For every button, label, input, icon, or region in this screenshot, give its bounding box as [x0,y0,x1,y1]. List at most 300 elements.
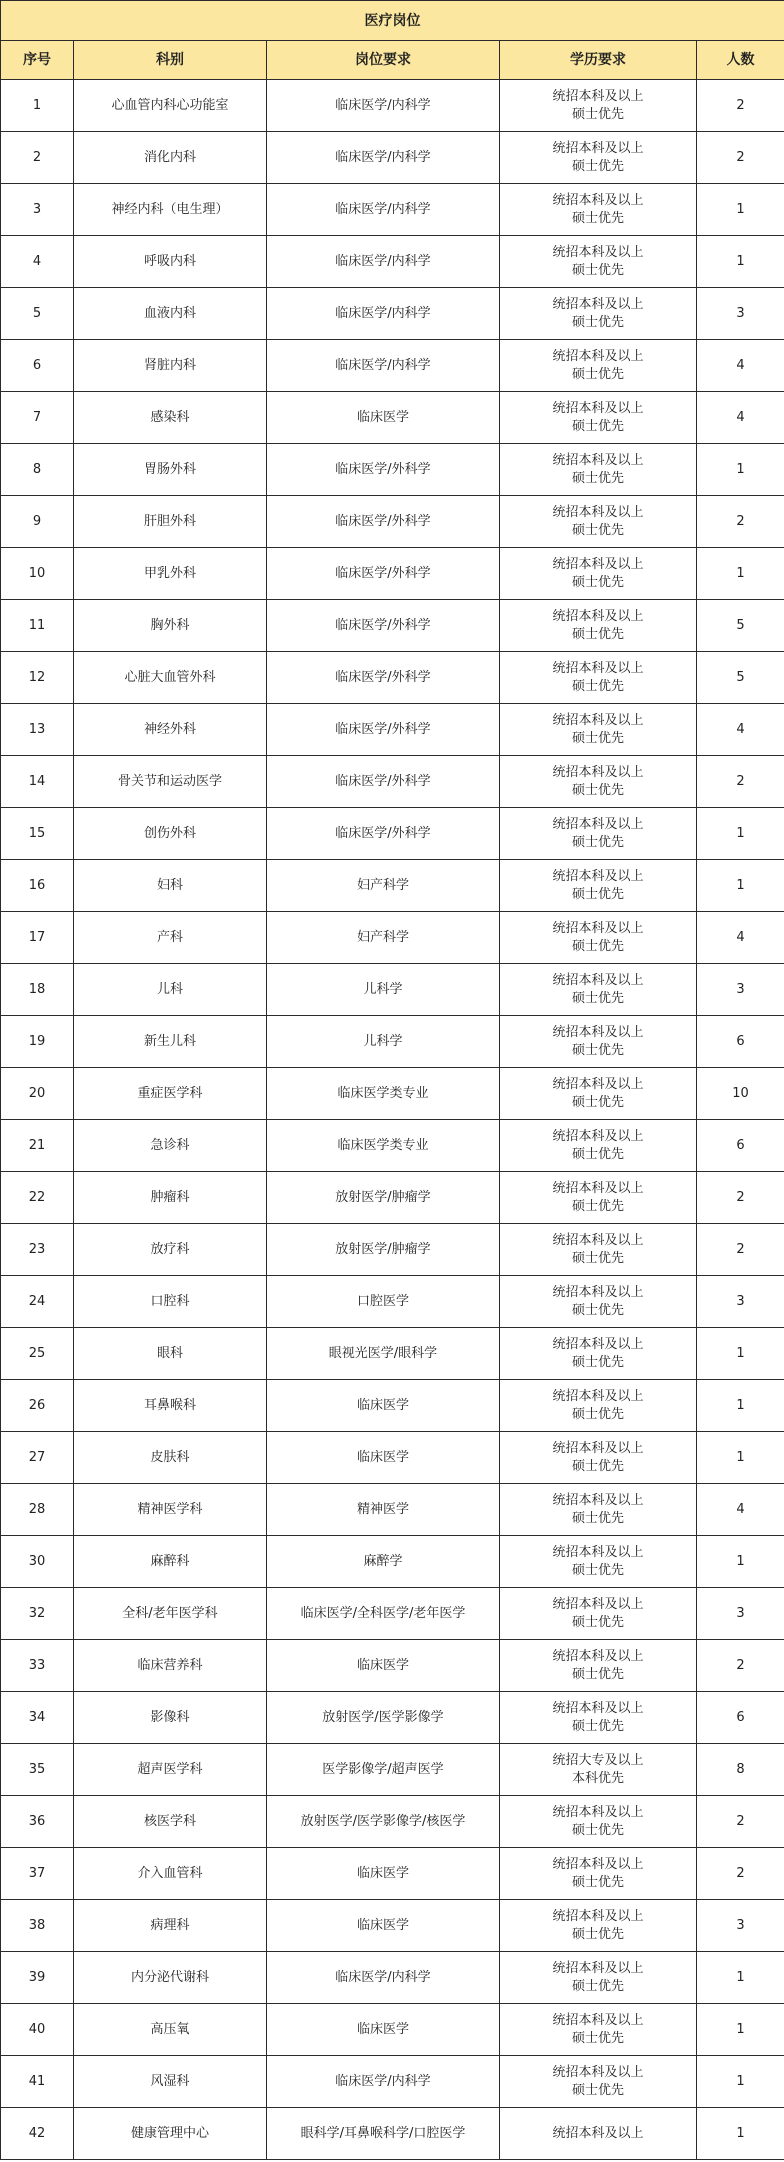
education-line-2: 硕士优先 [571,314,624,330]
education-line-2: 硕士优先 [571,1198,624,1214]
cell-dept: 影像科 [74,1692,267,1744]
cell-dept: 风湿科 [74,2056,267,2108]
cell-education [500,1900,697,1952]
education-line-1: 统招本科及以上 [552,400,644,416]
education-line-2: 硕士优先 [571,574,624,590]
education-line-2: 硕士优先 [571,1978,624,1994]
cell-requirement: 放射医学/医学影像学/核医学 [267,1796,500,1848]
education-line-1: 统招本科及以上 [552,140,644,156]
table-row [1,2004,784,2056]
table-row [1,392,784,444]
table-row [1,1380,784,1432]
education-line-2: 硕士优先 [571,1874,624,1890]
cell-dept: 儿科 [74,964,267,1016]
education-line-1: 统招本科及以上 [552,2012,644,2028]
cell-no: 3 [1,184,74,236]
education-line-1: 统招本科及以上 [552,1336,644,1352]
table-row [1,1120,784,1172]
cell-education [500,1588,697,1640]
cell-requirement: 儿科学 [267,1016,500,1068]
table-row [1,860,784,912]
table-row [1,236,784,288]
table-row [1,912,784,964]
education-line-2: 硕士优先 [571,158,624,174]
cell-dept: 高压氧 [74,2004,267,2056]
table-row [1,184,784,236]
cell-requirement: 临床医学/内科学 [267,1952,500,2004]
table-row [1,704,784,756]
education-line-1: 统招本科及以上 [552,1440,644,1456]
cell-dept: 急诊科 [74,1120,267,1172]
cell-education [500,1120,697,1172]
cell-dept: 胸外科 [74,600,267,652]
education-line-1: 统招本科及以上 [552,1544,644,1560]
cell-count: 5 [697,652,784,704]
education-line-1: 统招本科及以上 [552,1960,644,1976]
education-line-2: 硕士优先 [571,1458,624,1474]
cell-no: 11 [1,600,74,652]
cell-education [500,444,697,496]
cell-count: 3 [697,288,784,340]
cell-education [500,1744,697,1796]
cell-count: 4 [697,704,784,756]
cell-education [500,1276,697,1328]
cell-no: 7 [1,392,74,444]
table-row [1,808,784,860]
cell-dept: 健康管理中心 [74,2108,267,2160]
cell-no: 37 [1,1848,74,1900]
cell-requirement: 麻醉学 [267,1536,500,1588]
cell-dept: 核医学科 [74,1796,267,1848]
education-line-1: 统招本科及以上 [552,816,644,832]
cell-count: 10 [697,1068,784,1120]
education-line-2: 硕士优先 [571,938,624,954]
cell-no: 35 [1,1744,74,1796]
cell-count: 6 [697,1016,784,1068]
cell-no: 30 [1,1536,74,1588]
education-line-2: 硕士优先 [571,106,624,122]
education-line-1: 统招本科及以上 [552,868,644,884]
cell-no: 2 [1,132,74,184]
cell-requirement: 临床医学 [267,2004,500,2056]
cell-dept: 肿瘤科 [74,1172,267,1224]
cell-education [500,704,697,756]
cell-education [500,1640,697,1692]
cell-education [500,808,697,860]
cell-requirement: 临床医学 [267,1432,500,1484]
cell-dept: 麻醉科 [74,1536,267,1588]
cell-requirement: 临床医学/内科学 [267,340,500,392]
cell-count: 3 [697,1276,784,1328]
cell-education [500,1848,697,1900]
header-count: 人数 [697,41,784,80]
cell-requirement: 眼视光医学/眼科学 [267,1328,500,1380]
cell-education [500,1952,697,2004]
education-line-2: 硕士优先 [571,1926,624,1942]
cell-no: 42 [1,2108,74,2160]
table-row [1,1848,784,1900]
cell-education [500,80,697,132]
cell-requirement: 医学影像学/超声医学 [267,1744,500,1796]
cell-count: 2 [697,1640,784,1692]
cell-education [500,1068,697,1120]
cell-requirement: 临床医学/外科学 [267,548,500,600]
cell-requirement: 临床医学/外科学 [267,756,500,808]
table-row [1,80,784,132]
education-line-1: 统招本科及以上 [552,1232,644,1248]
table-row [1,1328,784,1380]
cell-requirement: 临床医学/内科学 [267,288,500,340]
cell-count: 6 [697,1692,784,1744]
table-row [1,1796,784,1848]
cell-education [500,496,697,548]
education-line-1: 统招本科及以上 [552,1076,644,1092]
cell-dept: 眼科 [74,1328,267,1380]
cell-requirement: 临床医学 [267,1380,500,1432]
cell-requirement: 临床医学 [267,392,500,444]
cell-requirement: 临床医学/内科学 [267,184,500,236]
cell-dept: 肝胆外科 [74,496,267,548]
cell-no: 22 [1,1172,74,1224]
education-line-2: 硕士优先 [571,366,624,382]
cell-requirement: 放射医学/肿瘤学 [267,1224,500,1276]
table-row [1,444,784,496]
header-requirement: 岗位要求 [267,41,500,80]
cell-count: 2 [697,496,784,548]
cell-dept: 皮肤科 [74,1432,267,1484]
cell-dept: 神经内科（电生理） [74,184,267,236]
cell-no: 5 [1,288,74,340]
cell-education [500,912,697,964]
cell-requirement: 放射医学/肿瘤学 [267,1172,500,1224]
education-line-1: 统招本科及以上 [552,348,644,364]
table-row [1,288,784,340]
cell-dept: 呼吸内科 [74,236,267,288]
cell-no: 39 [1,1952,74,2004]
table-body [1,80,784,2160]
cell-dept: 介入血管科 [74,1848,267,1900]
education-line-1: 统招大专及以上 [552,1752,644,1768]
cell-no: 34 [1,1692,74,1744]
cell-count: 5 [697,600,784,652]
cell-count: 2 [697,132,784,184]
cell-no: 16 [1,860,74,912]
education-line-2: 硕士优先 [571,522,624,538]
cell-requirement: 临床医学/内科学 [267,80,500,132]
table-row [1,2108,784,2160]
cell-no: 36 [1,1796,74,1848]
cell-dept: 骨关节和运动医学 [74,756,267,808]
cell-no: 40 [1,2004,74,2056]
cell-requirement: 临床医学/外科学 [267,704,500,756]
cell-dept: 全科/老年医学科 [74,1588,267,1640]
table-row [1,1744,784,1796]
table-row [1,1952,784,2004]
cell-no: 23 [1,1224,74,1276]
table-row [1,1536,784,1588]
education-line-2: 硕士优先 [571,834,624,850]
cell-education [500,652,697,704]
cell-dept: 感染科 [74,392,267,444]
cell-dept: 创伤外科 [74,808,267,860]
header-no: 序号 [1,41,74,80]
cell-no: 24 [1,1276,74,1328]
cell-education [500,2004,697,2056]
table-row [1,340,784,392]
education-line-1: 统招本科及以上 [552,712,644,728]
header-education: 学历要求 [500,41,697,80]
cell-education [500,340,697,392]
cell-no: 26 [1,1380,74,1432]
education-line-2: 硕士优先 [571,1822,624,1838]
cell-count: 4 [697,1484,784,1536]
table-row [1,1068,784,1120]
education-line-1: 统招本科及以上 [552,972,644,988]
education-line-1: 统招本科及以上 [552,192,644,208]
education-line-2: 硕士优先 [571,1718,624,1734]
cell-count: 3 [697,1588,784,1640]
table-row [1,1016,784,1068]
cell-count: 2 [697,1848,784,1900]
cell-dept: 心脏大血管外科 [74,652,267,704]
cell-education [500,600,697,652]
title-row [1,1,784,41]
education-line-1: 统招本科及以上 [552,1700,644,1716]
cell-dept: 甲乳外科 [74,548,267,600]
table-row [1,1588,784,1640]
cell-requirement: 临床医学类专业 [267,1120,500,1172]
cell-no: 8 [1,444,74,496]
table-row [1,1692,784,1744]
cell-count: 2 [697,1796,784,1848]
cell-count: 1 [697,1536,784,1588]
cell-count: 2 [697,1224,784,1276]
table-row [1,132,784,184]
education-line-2: 硕士优先 [571,782,624,798]
cell-dept: 胃肠外科 [74,444,267,496]
table-row [1,548,784,600]
education-line-1: 统招本科及以上 [552,1128,644,1144]
cell-no: 20 [1,1068,74,1120]
cell-no: 18 [1,964,74,1016]
cell-requirement: 临床医学/外科学 [267,496,500,548]
education-line-1: 统招本科及以上 [552,1908,644,1924]
education-line-2: 硕士优先 [571,1250,624,1266]
cell-no: 4 [1,236,74,288]
education-line-1: 统招本科及以上 [552,1492,644,1508]
cell-count: 1 [697,444,784,496]
cell-count: 1 [697,1380,784,1432]
education-line-1: 统招本科及以上 [552,2125,644,2141]
cell-education [500,2108,697,2160]
cell-education [500,1172,697,1224]
cell-dept: 临床营养科 [74,1640,267,1692]
cell-requirement: 放射医学/医学影像学 [267,1692,500,1744]
education-line-1: 统招本科及以上 [552,2064,644,2080]
cell-requirement: 临床医学/内科学 [267,132,500,184]
cell-no: 13 [1,704,74,756]
cell-requirement: 精神医学 [267,1484,500,1536]
cell-dept: 妇科 [74,860,267,912]
cell-requirement: 临床医学 [267,1848,500,1900]
cell-education [500,756,697,808]
cell-dept: 病理科 [74,1900,267,1952]
cell-requirement: 临床医学/外科学 [267,652,500,704]
cell-count: 4 [697,392,784,444]
cell-count: 1 [697,236,784,288]
education-line-1: 统招本科及以上 [552,88,644,104]
table-title: 医疗岗位 [1,1,784,41]
cell-education [500,1224,697,1276]
cell-education [500,860,697,912]
cell-count: 6 [697,1120,784,1172]
education-line-2: 本科优先 [571,1770,624,1786]
cell-education [500,2056,697,2108]
table-row [1,600,784,652]
cell-count: 1 [697,808,784,860]
table-row [1,1484,784,1536]
cell-requirement: 临床医学类专业 [267,1068,500,1120]
education-line-2: 硕士优先 [571,626,624,642]
cell-count: 1 [697,860,784,912]
table-row [1,1172,784,1224]
cell-dept: 血液内科 [74,288,267,340]
cell-no: 14 [1,756,74,808]
cell-dept: 心血管内科心功能室 [74,80,267,132]
cell-requirement: 妇产科学 [267,912,500,964]
cell-dept: 重症医学科 [74,1068,267,1120]
cell-count: 3 [697,964,784,1016]
education-line-1: 统招本科及以上 [552,1596,644,1612]
education-line-1: 统招本科及以上 [552,1388,644,1404]
cell-count: 1 [697,1432,784,1484]
cell-requirement: 眼科学/耳鼻喉科学/口腔医学 [267,2108,500,2160]
cell-count: 1 [697,1952,784,2004]
education-line-1: 统招本科及以上 [552,1856,644,1872]
education-line-2: 硕士优先 [571,1510,624,1526]
cell-education [500,236,697,288]
cell-education [500,1484,697,1536]
education-line-2: 硕士优先 [571,1406,624,1422]
cell-no: 19 [1,1016,74,1068]
cell-education [500,288,697,340]
cell-dept: 超声医学科 [74,1744,267,1796]
education-line-2: 硕士优先 [571,1562,624,1578]
cell-education [500,1536,697,1588]
cell-no: 6 [1,340,74,392]
cell-no: 17 [1,912,74,964]
cell-education [500,1432,697,1484]
education-line-1: 统招本科及以上 [552,244,644,260]
cell-dept: 放疗科 [74,1224,267,1276]
cell-education [500,548,697,600]
cell-count: 1 [697,2056,784,2108]
education-line-2: 硕士优先 [571,2082,624,2098]
cell-count: 8 [697,1744,784,1796]
cell-no: 41 [1,2056,74,2108]
cell-dept: 内分泌代谢科 [74,1952,267,2004]
education-line-1: 统招本科及以上 [552,1648,644,1664]
cell-education [500,964,697,1016]
cell-no: 27 [1,1432,74,1484]
education-line-1: 统招本科及以上 [552,556,644,572]
table-row [1,964,784,1016]
education-line-2: 硕士优先 [571,1666,624,1682]
table-row [1,1432,784,1484]
table-row [1,756,784,808]
header-row [1,41,784,80]
cell-no: 10 [1,548,74,600]
education-line-2: 硕士优先 [571,470,624,486]
education-line-2: 硕士优先 [571,1614,624,1630]
education-line-2: 硕士优先 [571,886,624,902]
cell-dept: 耳鼻喉科 [74,1380,267,1432]
cell-requirement: 口腔医学 [267,1276,500,1328]
education-line-1: 统招本科及以上 [552,1804,644,1820]
cell-education [500,132,697,184]
table-row [1,2056,784,2108]
education-line-2: 硕士优先 [571,730,624,746]
cell-count: 2 [697,1172,784,1224]
education-line-1: 统招本科及以上 [552,296,644,312]
cell-no: 38 [1,1900,74,1952]
education-line-1: 统招本科及以上 [552,452,644,468]
cell-requirement: 临床医学/内科学 [267,236,500,288]
education-line-1: 统招本科及以上 [552,1180,644,1196]
cell-dept: 口腔科 [74,1276,267,1328]
cell-requirement: 临床医学 [267,1900,500,1952]
cell-requirement: 临床医学/内科学 [267,2056,500,2108]
cell-no: 33 [1,1640,74,1692]
education-line-1: 统招本科及以上 [552,764,644,780]
cell-education [500,184,697,236]
education-line-1: 统招本科及以上 [552,608,644,624]
cell-count: 2 [697,756,784,808]
education-line-1: 统招本科及以上 [552,660,644,676]
education-line-2: 硕士优先 [571,990,624,1006]
education-line-1: 统招本科及以上 [552,504,644,520]
table-row [1,496,784,548]
cell-dept: 精神医学科 [74,1484,267,1536]
cell-no: 1 [1,80,74,132]
cell-education [500,1328,697,1380]
education-line-2: 硕士优先 [571,1042,624,1058]
cell-count: 2 [697,80,784,132]
cell-no: 12 [1,652,74,704]
education-line-1: 统招本科及以上 [552,1024,644,1040]
cell-education [500,1016,697,1068]
cell-count: 4 [697,340,784,392]
cell-count: 1 [697,184,784,236]
cell-requirement: 临床医学/外科学 [267,600,500,652]
cell-education [500,392,697,444]
cell-count: 1 [697,1328,784,1380]
cell-no: 21 [1,1120,74,1172]
cell-requirement: 临床医学/外科学 [267,444,500,496]
table-row [1,1640,784,1692]
cell-education [500,1380,697,1432]
education-line-1: 统招本科及以上 [552,920,644,936]
cell-no: 25 [1,1328,74,1380]
cell-education [500,1796,697,1848]
cell-dept: 产科 [74,912,267,964]
cell-no: 9 [1,496,74,548]
cell-requirement: 临床医学/外科学 [267,808,500,860]
cell-dept: 神经外科 [74,704,267,756]
cell-dept: 消化内科 [74,132,267,184]
cell-requirement: 儿科学 [267,964,500,1016]
cell-dept: 肾脏内科 [74,340,267,392]
